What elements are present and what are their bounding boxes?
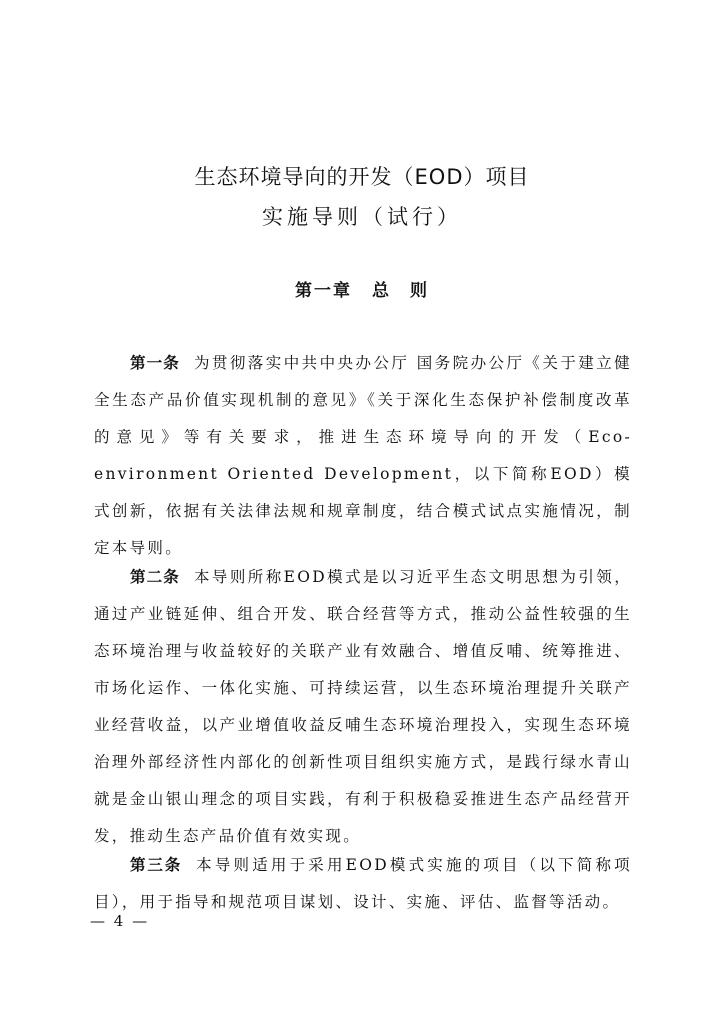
article-3-text: 本导则适用于采用EOD模式实施的项目（以下简称项目），用于指导和规范项目谋划、设计、实施、评估、监督等活动。 (94, 855, 632, 911)
article-1 (94, 345, 632, 567)
chapter-label: 第一章 (295, 281, 352, 301)
chapter-name: 总 则 (372, 281, 429, 301)
document-title-line-1: 生态环境导向的开发（EOD）项目 (194, 165, 530, 189)
article-2-label: 第二条 (130, 567, 180, 586)
article-2-text: 本导则所称EOD模式是以习近平生态文明思想为引领，通过产业链延伸、组合开发、联合经营等方式，推动公益性较强的生态环境治理与收益较好的关联产业有效融合、增值反哺、统筹推进、市场化运作、一体化实施、可持续运营，以生态环境治理提升关联产业经营收益，以产业增值收益反哺生态环境治理投入，实现生态环境治理外部经济性内部化的创新性项目组织实施方式，是践行绿水青山就是金山银山理念的项目实践，有利于积极稳妥推进生态产品经营开发，推动生态产品价值有效实现。 (94, 567, 632, 845)
document-title-line-2: 实施导则（试行） (262, 205, 462, 229)
article-2 (94, 559, 632, 855)
chapter-heading (0, 283, 724, 300)
article-3-label: 第三条 (130, 855, 183, 874)
article-1-text: 为贯彻落实中共中央办公厅 国务院办公厅《关于建立健全生态产品价值实现机制的意见》《关于深化生态保护补偿制度改革的意见》等有关要求，推进生态环境导向的开发（Eco-environment Oriented Development，以下简称EOD）模式创新，依据有关法律法规和规章制度，结合模式试点实施情况，制定本导则。 (94, 353, 632, 557)
article-1-label: 第一条 (130, 353, 180, 372)
page-number: — 4 — (90, 912, 150, 930)
article-3 (94, 847, 632, 921)
